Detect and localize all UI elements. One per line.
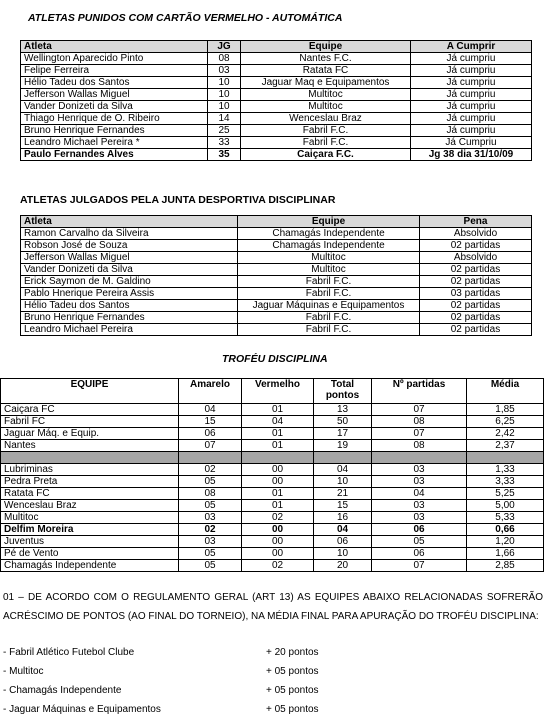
- table-row: [21, 125, 532, 137]
- table-row: [1, 416, 544, 428]
- penalty-cell: 02 partidas: [420, 240, 532, 252]
- games-cell: 25: [208, 125, 241, 137]
- table-row: [21, 77, 532, 89]
- matches-cell: 05: [372, 536, 467, 548]
- status-cell: Já cumpriu: [411, 113, 532, 125]
- games-cell: 10: [208, 77, 241, 89]
- yellow-cards-cell: 06: [179, 428, 242, 440]
- col-header-pena: Pena: [420, 216, 532, 228]
- separator-cell: [467, 452, 544, 464]
- section2-title: ATLETAS JULGADOS PELA JUNTA DESPORTIVA DISCIPLINAR: [20, 194, 336, 206]
- matches-cell: 06: [372, 524, 467, 536]
- games-cell: 03: [208, 65, 241, 77]
- total-points-cell: 15: [314, 500, 372, 512]
- table-row: [21, 264, 532, 276]
- team-cell: Jaguar Máquinas e Equipamentos: [238, 300, 420, 312]
- team-cell: Multitoc: [241, 89, 411, 101]
- yellow-cards-cell: 05: [179, 476, 242, 488]
- penalty-cell: Absolvido: [420, 228, 532, 240]
- col-header-n-partidas: Nº partidas: [372, 379, 467, 404]
- total-points-cell: 06: [314, 536, 372, 548]
- team-cell: Fabril F.C.: [238, 312, 420, 324]
- yellow-cards-cell: 03: [179, 512, 242, 524]
- table-row: [21, 113, 532, 125]
- yellow-cards-cell: 07: [179, 440, 242, 452]
- total-points-cell: 10: [314, 548, 372, 560]
- col-header-a-cumprir: A Cumprir: [411, 41, 532, 53]
- penalty-team: - Fabril Atlético Futebol Clube: [3, 647, 135, 658]
- separator-cell: [179, 452, 242, 464]
- matches-cell: 03: [372, 512, 467, 524]
- team-cell: Chamagás Independente: [1, 560, 179, 572]
- games-cell: 08: [208, 53, 241, 65]
- section3-title: TROFÉU DISCIPLINA: [222, 353, 328, 365]
- penalty-points: + 20 pontos: [266, 647, 319, 658]
- team-cell: Delfim Moreira: [1, 524, 179, 536]
- penalty-cell: 02 partidas: [420, 276, 532, 288]
- matches-cell: 08: [372, 416, 467, 428]
- average-cell: 1,66: [467, 548, 544, 560]
- team-cell: Lubriminas: [1, 464, 179, 476]
- matches-cell: 08: [372, 440, 467, 452]
- table-row: [21, 252, 532, 264]
- athlete-cell: Bruno Henrique Fernandes: [21, 312, 238, 324]
- table-row: [1, 512, 544, 524]
- team-cell: Caiçara FC: [1, 404, 179, 416]
- athlete-cell: Hélio Tadeu dos Santos: [21, 300, 238, 312]
- total-points-cell: 20: [314, 560, 372, 572]
- matches-cell: 07: [372, 428, 467, 440]
- games-cell: 14: [208, 113, 241, 125]
- yellow-cards-cell: 05: [179, 548, 242, 560]
- team-cell: Jaguar Maq e Equipamentos: [241, 77, 411, 89]
- red-cards-cell: 00: [242, 524, 314, 536]
- col-header-jg: JG: [208, 41, 241, 53]
- penalty-team: - Chamagás Independente: [3, 685, 122, 696]
- status-cell: Já cumpriu: [411, 65, 532, 77]
- status-cell: Já cumpriu: [411, 53, 532, 65]
- matches-cell: 03: [372, 500, 467, 512]
- table-row: [1, 404, 544, 416]
- total-points-cell: 17: [314, 428, 372, 440]
- table-row: [1, 560, 544, 572]
- table-header-row: [21, 41, 532, 53]
- team-cell: Ratata FC: [1, 488, 179, 500]
- games-cell: 10: [208, 89, 241, 101]
- total-points-cell: 04: [314, 524, 372, 536]
- matches-cell: 07: [372, 404, 467, 416]
- team-cell: Fabril F.C.: [241, 137, 411, 149]
- col-header-equipe: EQUIPE: [1, 379, 179, 404]
- team-cell: Nantes F.C.: [241, 53, 411, 65]
- col-header-equipe: Equipe: [238, 216, 420, 228]
- matches-cell: 07: [372, 560, 467, 572]
- matches-cell: 04: [372, 488, 467, 500]
- average-cell: 6,25: [467, 416, 544, 428]
- red-cards-cell: 04: [242, 416, 314, 428]
- athlete-cell: Bruno Henrique Fernandes: [21, 125, 208, 137]
- table-row: [21, 300, 532, 312]
- yellow-cards-cell: 05: [179, 500, 242, 512]
- discipline-trophy-table: [0, 378, 544, 572]
- section1-title: ATLETAS PUNIDOS COM CARTÃO VERMELHO - AUTOMÁTICA: [28, 12, 343, 24]
- total-points-cell: 16: [314, 512, 372, 524]
- penalty-cell: 03 partidas: [420, 288, 532, 300]
- table-row: [21, 228, 532, 240]
- table-row: [1, 464, 544, 476]
- col-header-amarelo: Amarelo: [179, 379, 242, 404]
- total-points-cell: 13: [314, 404, 372, 416]
- athlete-cell: Erick Saymon de M. Galdino: [21, 276, 238, 288]
- separator-cell: [1, 452, 179, 464]
- yellow-cards-cell: 02: [179, 524, 242, 536]
- team-cell: Juventus: [1, 536, 179, 548]
- penalty-cell: 02 partidas: [420, 312, 532, 324]
- average-cell: 2,42: [467, 428, 544, 440]
- red-cards-cell: 00: [242, 464, 314, 476]
- red-cards-cell: 01: [242, 404, 314, 416]
- team-cell: Wenceslau Braz: [241, 113, 411, 125]
- yellow-cards-cell: 02: [179, 464, 242, 476]
- average-cell: 1,33: [467, 464, 544, 476]
- table-row: [1, 524, 544, 536]
- table-row: [21, 137, 532, 149]
- average-cell: 2,85: [467, 560, 544, 572]
- matches-cell: 03: [372, 476, 467, 488]
- team-cell: Caiçara F.C.: [241, 149, 411, 161]
- athlete-cell: Ramon Carvalho da Silveira: [21, 228, 238, 240]
- penalty-cell: 02 partidas: [420, 324, 532, 336]
- yellow-cards-cell: 05: [179, 560, 242, 572]
- col-header-atleta: Atleta: [21, 216, 238, 228]
- table-row: [1, 488, 544, 500]
- red-card-table: [20, 40, 532, 161]
- table-row: [21, 312, 532, 324]
- separator-cell: [372, 452, 467, 464]
- team-cell: Multitoc: [241, 101, 411, 113]
- red-cards-cell: 02: [242, 512, 314, 524]
- matches-cell: 06: [372, 548, 467, 560]
- average-cell: 0,66: [467, 524, 544, 536]
- athlete-cell: Thiago Henrique de O. Ribeiro: [21, 113, 208, 125]
- penalty-points: + 05 pontos: [266, 704, 319, 715]
- red-cards-cell: 02: [242, 560, 314, 572]
- team-cell: Fabril FC: [1, 416, 179, 428]
- average-cell: 5,33: [467, 512, 544, 524]
- total-points-cell: 10: [314, 476, 372, 488]
- status-cell: Já cumpriu: [411, 125, 532, 137]
- yellow-cards-cell: 03: [179, 536, 242, 548]
- table-row: [21, 288, 532, 300]
- team-cell: Nantes: [1, 440, 179, 452]
- col-header-media: Média: [467, 379, 544, 404]
- table-header-row: [21, 216, 532, 228]
- team-cell: Ratata FC: [241, 65, 411, 77]
- group-separator-row: [1, 452, 544, 464]
- regulation-note: 01 – DE ACORDO COM O REGULAMENTO GERAL (ART 13) AS EQUIPES ABAIXO RELACIONADAS SOFRERÃO ACRÉSCIMO DE PONTOS (AO FINAL DO TORNEIO), NA MÉDIA FINAL PARA APURAÇÃO DO TROFÉU DISCIPLINA:: [3, 592, 543, 622]
- red-cards-cell: 01: [242, 488, 314, 500]
- team-cell: Chamagás Independente: [238, 228, 420, 240]
- athlete-cell: Paulo Fernandes Alves: [21, 149, 208, 161]
- penalty-team: - Jaguar Máquinas e Equipamentos: [3, 704, 161, 715]
- team-cell: Pedra Preta: [1, 476, 179, 488]
- average-cell: 1,20: [467, 536, 544, 548]
- table-row: [1, 476, 544, 488]
- col-header-total-pontos: Total pontos: [314, 379, 372, 404]
- team-cell: Jaguar Máq. e Equip.: [1, 428, 179, 440]
- penalty-cell: 02 partidas: [420, 264, 532, 276]
- games-cell: 10: [208, 101, 241, 113]
- athlete-cell: Felipe Ferreira: [21, 65, 208, 77]
- table-row: [21, 101, 532, 113]
- team-cell: Fabril F.C.: [238, 288, 420, 300]
- table-row: [1, 440, 544, 452]
- judged-athletes-table: [20, 215, 532, 336]
- table-header-row: [1, 379, 544, 404]
- average-cell: 5,00: [467, 500, 544, 512]
- table-row: [1, 536, 544, 548]
- separator-cell: [242, 452, 314, 464]
- red-cards-cell: 00: [242, 476, 314, 488]
- status-cell: Jg 38 dia 31/10/09: [411, 149, 532, 161]
- athlete-cell: Vander Donizeti da Silva: [21, 101, 208, 113]
- table-row: [21, 276, 532, 288]
- athlete-cell: Leandro Michael Pereira: [21, 324, 238, 336]
- table-row: [21, 149, 532, 161]
- col-header-atleta: Atleta: [21, 41, 208, 53]
- red-cards-cell: 00: [242, 548, 314, 560]
- athlete-cell: Vander Donizeti da Silva: [21, 264, 238, 276]
- average-cell: 2,37: [467, 440, 544, 452]
- team-cell: Fabril F.C.: [241, 125, 411, 137]
- team-cell: Fabril F.C.: [238, 276, 420, 288]
- average-cell: 3,33: [467, 476, 544, 488]
- athlete-cell: Jefferson Wallas Miguel: [21, 252, 238, 264]
- athlete-cell: Wellington Aparecido Pinto: [21, 53, 208, 65]
- team-cell: Wenceslau Braz: [1, 500, 179, 512]
- penalty-points: + 05 pontos: [266, 666, 319, 677]
- red-cards-cell: 01: [242, 440, 314, 452]
- col-header-equipe: Equipe: [241, 41, 411, 53]
- athlete-cell: Jefferson Wallas Miguel: [21, 89, 208, 101]
- matches-cell: 03: [372, 464, 467, 476]
- average-cell: 5,25: [467, 488, 544, 500]
- athlete-cell: Pablo Hnerique Pereira Assis: [21, 288, 238, 300]
- total-points-cell: 19: [314, 440, 372, 452]
- table-row: [21, 324, 532, 336]
- penalty-team: - Multitoc: [3, 666, 44, 677]
- yellow-cards-cell: 08: [179, 488, 242, 500]
- penalty-cell: 02 partidas: [420, 300, 532, 312]
- team-cell: Pé de Vento: [1, 548, 179, 560]
- yellow-cards-cell: 15: [179, 416, 242, 428]
- penalty-points: + 05 pontos: [266, 685, 319, 696]
- table-row: [21, 240, 532, 252]
- total-points-cell: 50: [314, 416, 372, 428]
- table-row: [21, 65, 532, 77]
- team-cell: Chamagás Independente: [238, 240, 420, 252]
- penalty-cell: Absolvido: [420, 252, 532, 264]
- athlete-cell: Hélio Tadeu dos Santos: [21, 77, 208, 89]
- total-points-cell: 21: [314, 488, 372, 500]
- yellow-cards-cell: 04: [179, 404, 242, 416]
- games-cell: 33: [208, 137, 241, 149]
- team-cell: Fabril F.C.: [238, 324, 420, 336]
- team-cell: Multitoc: [238, 264, 420, 276]
- col-header-vermelho: Vermelho: [242, 379, 314, 404]
- red-cards-cell: 01: [242, 428, 314, 440]
- athlete-cell: Robson José de Souza: [21, 240, 238, 252]
- table-row: [1, 428, 544, 440]
- table-row: [21, 53, 532, 65]
- status-cell: Já cumpriu: [411, 89, 532, 101]
- total-points-cell: 04: [314, 464, 372, 476]
- team-cell: Multitoc: [1, 512, 179, 524]
- athlete-cell: Leandro Michael Pereira *: [21, 137, 208, 149]
- status-cell: Já Cumpriu: [411, 137, 532, 149]
- separator-cell: [314, 452, 372, 464]
- status-cell: Já cumpriu: [411, 77, 532, 89]
- table-row: [21, 89, 532, 101]
- table-row: [1, 500, 544, 512]
- red-cards-cell: 00: [242, 536, 314, 548]
- games-cell: 35: [208, 149, 241, 161]
- team-cell: Multitoc: [238, 252, 420, 264]
- red-cards-cell: 01: [242, 500, 314, 512]
- average-cell: 1,85: [467, 404, 544, 416]
- status-cell: Já cumpriu: [411, 101, 532, 113]
- table-row: [1, 548, 544, 560]
